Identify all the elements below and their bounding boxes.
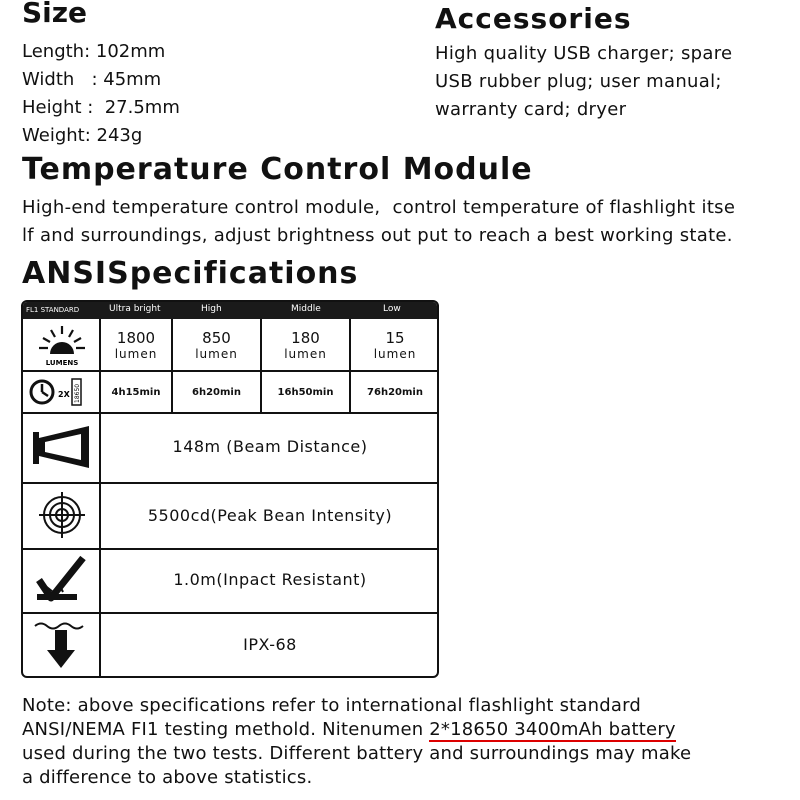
note-line-text: ANSI/NEMA FI1 testing methold. Nitenumen	[22, 719, 430, 740]
row-divider	[23, 370, 437, 372]
lumen-cell-ultra	[101, 329, 171, 361]
accessories-line: High quality USB charger; spare	[435, 43, 733, 64]
mode-low: Low	[383, 304, 401, 314]
row-divider	[23, 412, 437, 414]
accessories-line: USB rubber plug; user manual;	[435, 71, 722, 92]
row-divider	[23, 612, 437, 614]
row-divider	[23, 482, 437, 484]
ansi-spec-table	[21, 300, 439, 678]
mode-ultra-bright: Ultra bright	[109, 304, 161, 314]
temperature-line: High-end temperature control module, control temperature of flashlight itse	[22, 197, 736, 218]
lumen-unit: lumen	[195, 347, 238, 361]
spec-table-header	[23, 302, 437, 319]
mode-high: High	[201, 304, 222, 314]
battery-model: 18650	[74, 383, 81, 403]
lumen-value: 1800	[116, 329, 156, 347]
lumen-unit: lumen	[373, 347, 417, 361]
beam-distance-value: 148m (Beam Distance)	[172, 437, 368, 456]
note-line	[22, 718, 691, 742]
runtime-low: 76h20min	[367, 387, 423, 398]
lumen-cell-low	[351, 329, 439, 361]
impact-resistant-icon	[33, 554, 89, 606]
standard-label: FL1 STANDARD	[26, 306, 80, 314]
lumen-value: 850	[202, 329, 231, 347]
temperature-line: lf and surroundings, adjust brightness out put to reach a best working state.	[22, 225, 733, 246]
ansi-heading: ANSISpecifications	[22, 256, 359, 291]
peak-intensity-target-icon	[37, 490, 87, 540]
lumen-cell-high	[173, 329, 260, 361]
waterproof-icon	[33, 618, 89, 672]
mode-middle: Middle	[291, 304, 321, 314]
battery-count: 2X	[58, 390, 70, 399]
size-heading: Size	[22, 0, 88, 29]
accessories-heading: Accessories	[435, 2, 632, 35]
runtime-clock-icon	[27, 374, 97, 410]
waterproof-rating-value: IPX-68	[243, 635, 297, 654]
peak-intensity-value: 5500cd(Peak Bean Intensity)	[147, 506, 393, 525]
lumen-unit: lumen	[284, 347, 327, 361]
lumen-unit: lumen	[114, 347, 158, 361]
size-weight: Weight: 243g	[22, 125, 143, 146]
note-line: Note: above specifications refer to international flashlight standard	[22, 695, 642, 716]
beam-distance-icon	[31, 422, 93, 472]
lumen-value: 180	[291, 329, 320, 347]
lumen-cell-middle	[262, 329, 349, 361]
runtime-ultra: 4h15min	[111, 387, 161, 398]
accessories-line: warranty card; dryer	[435, 99, 627, 120]
note-line: used during the two tests. Different battery and surroundings may make	[22, 743, 692, 764]
runtime-middle: 16h50min	[277, 387, 334, 398]
battery-highlight: 2*18650 3400mAh battery	[429, 719, 676, 740]
accessories-list	[435, 40, 732, 124]
row-divider	[23, 548, 437, 550]
lumen-value: 15	[385, 329, 405, 347]
impact-resistance-value: 1.0m(Inpact Resistant)	[173, 570, 367, 589]
lumens-label: LUMENS	[45, 359, 79, 367]
note-line: a difference to above statistics.	[22, 767, 313, 788]
size-length: Length: 102mm	[22, 41, 166, 62]
size-list	[22, 38, 180, 150]
size-width: Width : 45mm	[22, 69, 162, 90]
temperature-heading: Temperature Control Module	[22, 152, 533, 187]
specifications-note	[22, 694, 691, 790]
col-divider	[99, 319, 101, 678]
lumens-icon	[29, 322, 95, 368]
size-height: Height : 27.5mm	[22, 97, 180, 118]
runtime-high: 6h20min	[192, 387, 241, 398]
temperature-description	[22, 194, 800, 250]
